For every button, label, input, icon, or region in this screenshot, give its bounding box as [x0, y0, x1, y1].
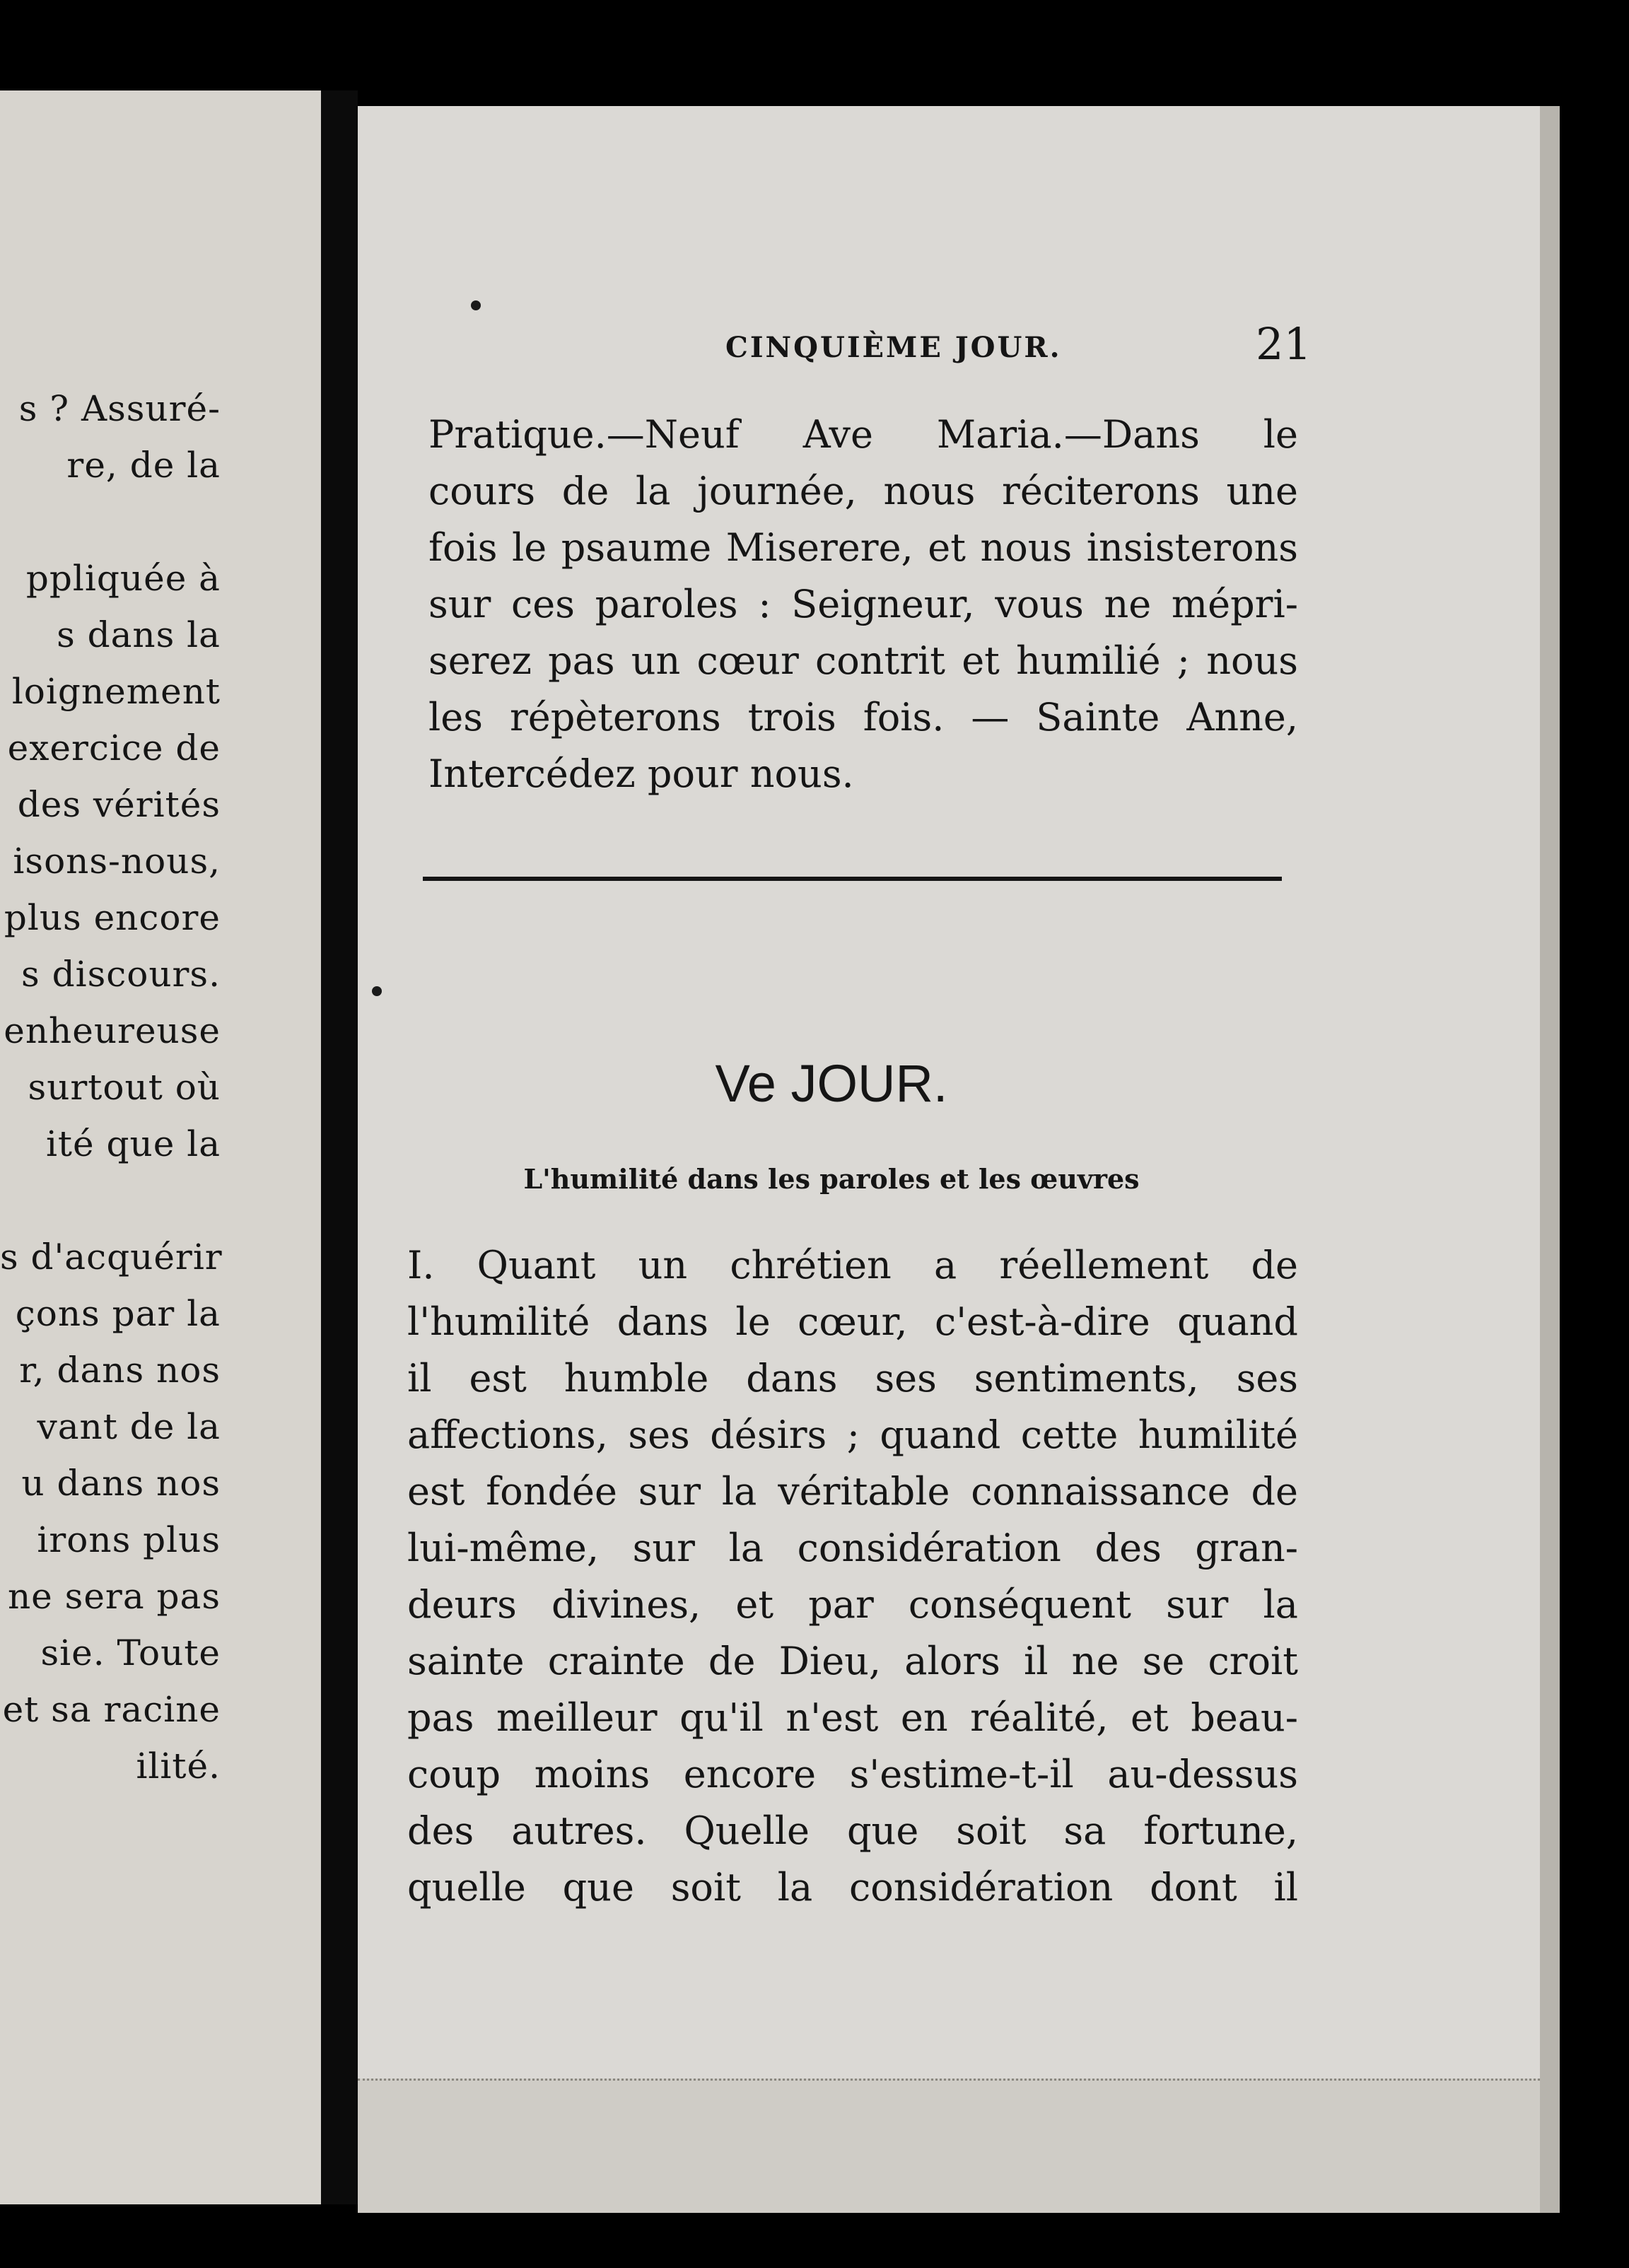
scan-speck [471, 300, 481, 310]
text-line: ppliquée à [25, 558, 221, 599]
text-line: s dans la [57, 614, 221, 655]
text-line: I. Quant un chrétien a réellement de [407, 1243, 1298, 1287]
text-line: s ? Assuré- [18, 388, 221, 429]
day-subtitle: L'humilité dans les paroles et les œuvres [523, 1163, 1140, 1195]
text-line: cours de la journée, nous réciterons une [428, 469, 1298, 513]
text-line: il est humble dans ses sentiments, ses [407, 1356, 1298, 1401]
text-line: isons-nous, [13, 841, 221, 882]
text-line: çons par la [15, 1293, 221, 1334]
text-line: plus encore [4, 897, 221, 938]
text-line: lui-même, sur la considération des gran- [407, 1526, 1298, 1570]
text-line [0, 493, 221, 550]
text-line: ité que la [45, 1123, 221, 1164]
text-line: loignement [11, 671, 221, 712]
right-page [358, 106, 1560, 2213]
page-number: 21 [1256, 318, 1312, 370]
text-line: sainte crainte de Dieu, alors il ne se croit [407, 1639, 1298, 1683]
text-line: affections, ses désirs ; quand cette humilité [407, 1413, 1298, 1457]
running-title: CINQUIÈME JOUR. [725, 331, 1062, 364]
section-paragraph [407, 1237, 1298, 1916]
text-line [0, 1172, 221, 1229]
text-line: vant de la [37, 1406, 221, 1447]
text-line: sur ces paroles : Seigneur, vous ne mépri- [428, 582, 1298, 626]
text-line: l'humilité dans le cœur, c'est-à-dire quand [407, 1299, 1298, 1344]
text-line: pas meilleur qu'il n'est en réalité, et beau- [407, 1695, 1298, 1740]
text-line: Intercédez pour nous. [428, 752, 854, 796]
text-line: exercice de [7, 727, 221, 768]
text-line: Pratique.—Neuf Ave Maria.—Dans le [428, 412, 1298, 457]
page-bottom-edge [358, 2079, 1540, 2213]
page-gutter [321, 90, 358, 2204]
text-line: r, dans nos [19, 1350, 221, 1391]
text-line: et sa racine [2, 1689, 221, 1730]
text-line: fois le psaume Miserere, et nous insisterons [428, 525, 1298, 570]
section-divider [423, 877, 1282, 881]
text-line: surtout où [28, 1067, 221, 1108]
text-line: quelle que soit la considération dont il [407, 1865, 1298, 1910]
text-line: sie. Toute [40, 1632, 221, 1673]
running-head [358, 318, 1312, 382]
text-line: est fondée sur la véritable connaissance de [407, 1469, 1298, 1514]
text-line: s discours. [21, 954, 221, 995]
practice-paragraph [428, 407, 1298, 802]
text-line: des vérités [17, 784, 221, 825]
left-page-fragment [0, 90, 321, 2204]
left-page-text [0, 380, 221, 1794]
text-line: ne sera pas [7, 1576, 221, 1617]
text-line: deurs divines, et par conséquent sur la [407, 1582, 1298, 1627]
text-line: serez pas un cœur contrit et humilié ; nous [428, 638, 1298, 683]
text-line: s d'acquérir [0, 1237, 223, 1278]
text-line: les répèterons trois fois. — Sainte Anne, [428, 695, 1298, 740]
text-line: ilité. [136, 1746, 221, 1787]
text-line: re, de la [66, 445, 221, 486]
text-line: enheureuse [4, 1010, 221, 1051]
text-line: irons plus [37, 1519, 221, 1560]
text-line: coup moins encore s'estime-t-il au-dessus [407, 1752, 1298, 1796]
scan-speck [372, 986, 382, 996]
day-heading: Ve JOUR. [715, 1054, 948, 1113]
text-line: u dans nos [21, 1463, 221, 1504]
text-line: des autres. Quelle que soit sa fortune, [407, 1808, 1298, 1853]
